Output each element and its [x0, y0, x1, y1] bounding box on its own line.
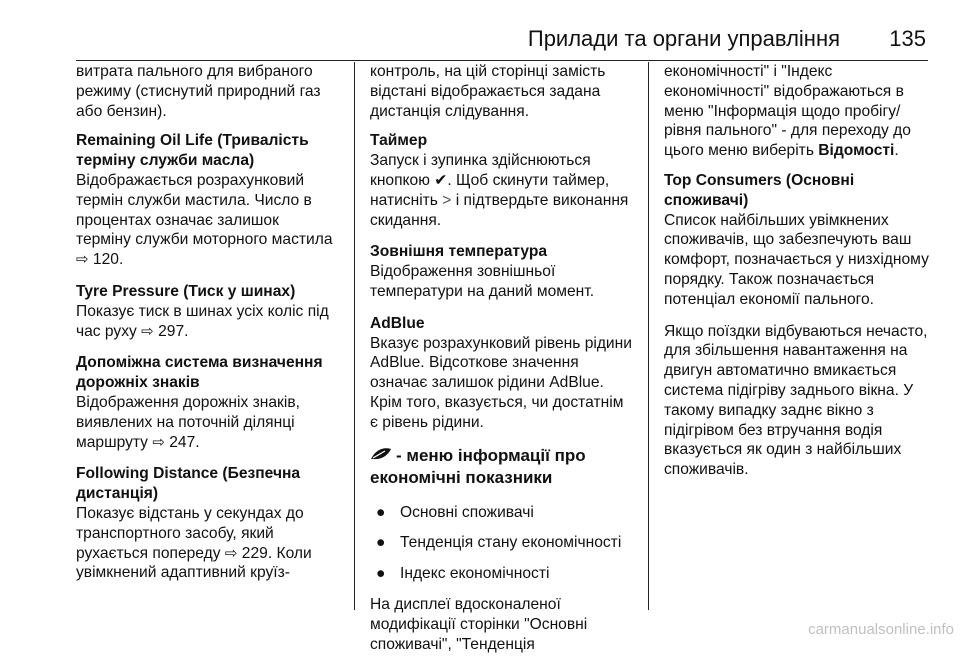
eco-menu-list [370, 503, 634, 584]
intro-text: витрата пального для вибраного режиму (стиснутий природний газ або бензин). [76, 63, 321, 120]
section-sign-assist [76, 353, 338, 452]
following-distance-text: Показує відстань у секундах до транспортного засобу, який рухається попереду ⇨ 229. Коли увімкнений адаптивний круїз- [76, 504, 312, 582]
arrow-right-icon: ⇨ [152, 433, 165, 451]
section-adblue [370, 314, 634, 433]
continuation-text: економічності" і "Індекс економічності" відображаються в меню "Інформація щодо пробігу/рівня пального" - для переходу до цього меню виберіть Відомості. [664, 63, 911, 160]
sign-assist-ref[interactable]: 247. [169, 433, 200, 451]
column-2 [370, 62, 634, 664]
outside-temperature-text: Відображення зовнішньої температури на даний момент. [370, 263, 595, 300]
sign-assist-heading: Допоміжна система визначення дорожніх знаків [76, 354, 323, 392]
section-following-distance [76, 464, 338, 583]
adblue-text: Вказує розрахунковий рівень рідини AdBlue. Відсоткове значення означає залишок рідини AdBlue. Крім того, вказується, чи достатнім є рівень рідини. [370, 334, 632, 431]
following-distance-ref[interactable]: 229. Коли увімкнений адаптивний круїз- [76, 544, 312, 582]
oil-life-ref[interactable]: 120. [92, 251, 124, 269]
top-consumers-text: Список найбільших увімкнених споживачів, що забезпечують ваш комфорт, позначається у низхідному порядку. Також позначається потенціал економії пального. [664, 211, 929, 308]
checkmark-icon: ✔ [434, 171, 448, 189]
adblue-heading: AdBlue [370, 314, 425, 332]
rear-window-text: Якщо поїздки відбуваються нечасто, для збільшення навантаження на двигун автоматично вмикається система підігріву заднього вікна. У такому випадку заднє вікно з підігрівом без втручання водія вказується як один з найбільших споживачів. [664, 322, 928, 479]
menu-item-details: Відомості [818, 142, 895, 160]
arrow-right-icon: ⇨ [224, 544, 238, 562]
timer-heading: Таймер [370, 132, 428, 150]
bullet-icon: ● [376, 503, 386, 521]
tyre-pressure-ref[interactable]: 297. [158, 322, 189, 340]
continuation-text: контроль, на цій сторінці замість відстані відображається задана дистанція слідування. [370, 63, 606, 120]
page-number: 135 [889, 26, 926, 51]
tyre-pressure-heading: Tyre Pressure (Тиск у шинах) [76, 282, 296, 300]
section-timer [370, 131, 634, 230]
column-3 [664, 62, 930, 490]
section-oil-life [76, 131, 338, 270]
section-tyre-pressure [76, 282, 338, 341]
watermark: carmanualsonline.info [808, 621, 954, 638]
eco-menu-heading: - меню інформації про економічні показники [370, 445, 586, 487]
list-item: ● Основні споживачі [376, 503, 534, 521]
arrow-right-icon: ⇨ [76, 251, 89, 269]
list-item: ● Тенденція стану економічності [376, 534, 622, 552]
oil-life-text: Відображається розрахунковий термін служби мастила. Число в процентах означає залишок терміну служби моторного мастила ⇨ 120. [76, 171, 333, 269]
list-item: ● Індекс економічності [376, 565, 550, 583]
tyre-pressure-text: Показує тиск в шинах усіх коліс під час руху ⇨ 297. [76, 302, 329, 340]
bullet-icon: ● [376, 565, 386, 583]
sign-assist-text: Відображення дорожніх знаків, виявлених на поточній ділянці маршруту ⇨ 247. [76, 393, 300, 451]
oil-life-heading: Remaining Oil Life (Тривалість терміну служби масла) [76, 132, 309, 170]
outside-temperature-heading: Зовнішня температура [370, 243, 548, 261]
following-distance-heading: Following Distance (Безпечна дистанція) [76, 465, 301, 503]
chevron-right-icon: > [442, 191, 452, 209]
page-title: Прилади та органи управління [527, 26, 840, 51]
top-consumers-heading: Top Consumers (Основні споживачі) [664, 171, 855, 209]
column-1 [76, 62, 338, 595]
header-divider [76, 60, 928, 61]
bullet-icon: ● [376, 534, 386, 552]
timer-text: Запуск і зупинка здійснюються кнопкою ✔. Щоб скинути таймер, натисніть > і підтвердьте виконання скидання. [370, 152, 629, 229]
page-header [0, 18, 960, 58]
eco-leaf-icon [370, 445, 396, 467]
arrow-right-icon: ⇨ [141, 322, 154, 340]
section-top-consumers [664, 171, 930, 310]
column-divider-2 [648, 62, 649, 610]
column-divider-1 [354, 62, 355, 610]
section-outside-temperature [370, 242, 634, 301]
display-note-text: На дисплеї вдосконаленої модифікації сторінки "Основні споживачі", "Тенденція [370, 595, 588, 653]
